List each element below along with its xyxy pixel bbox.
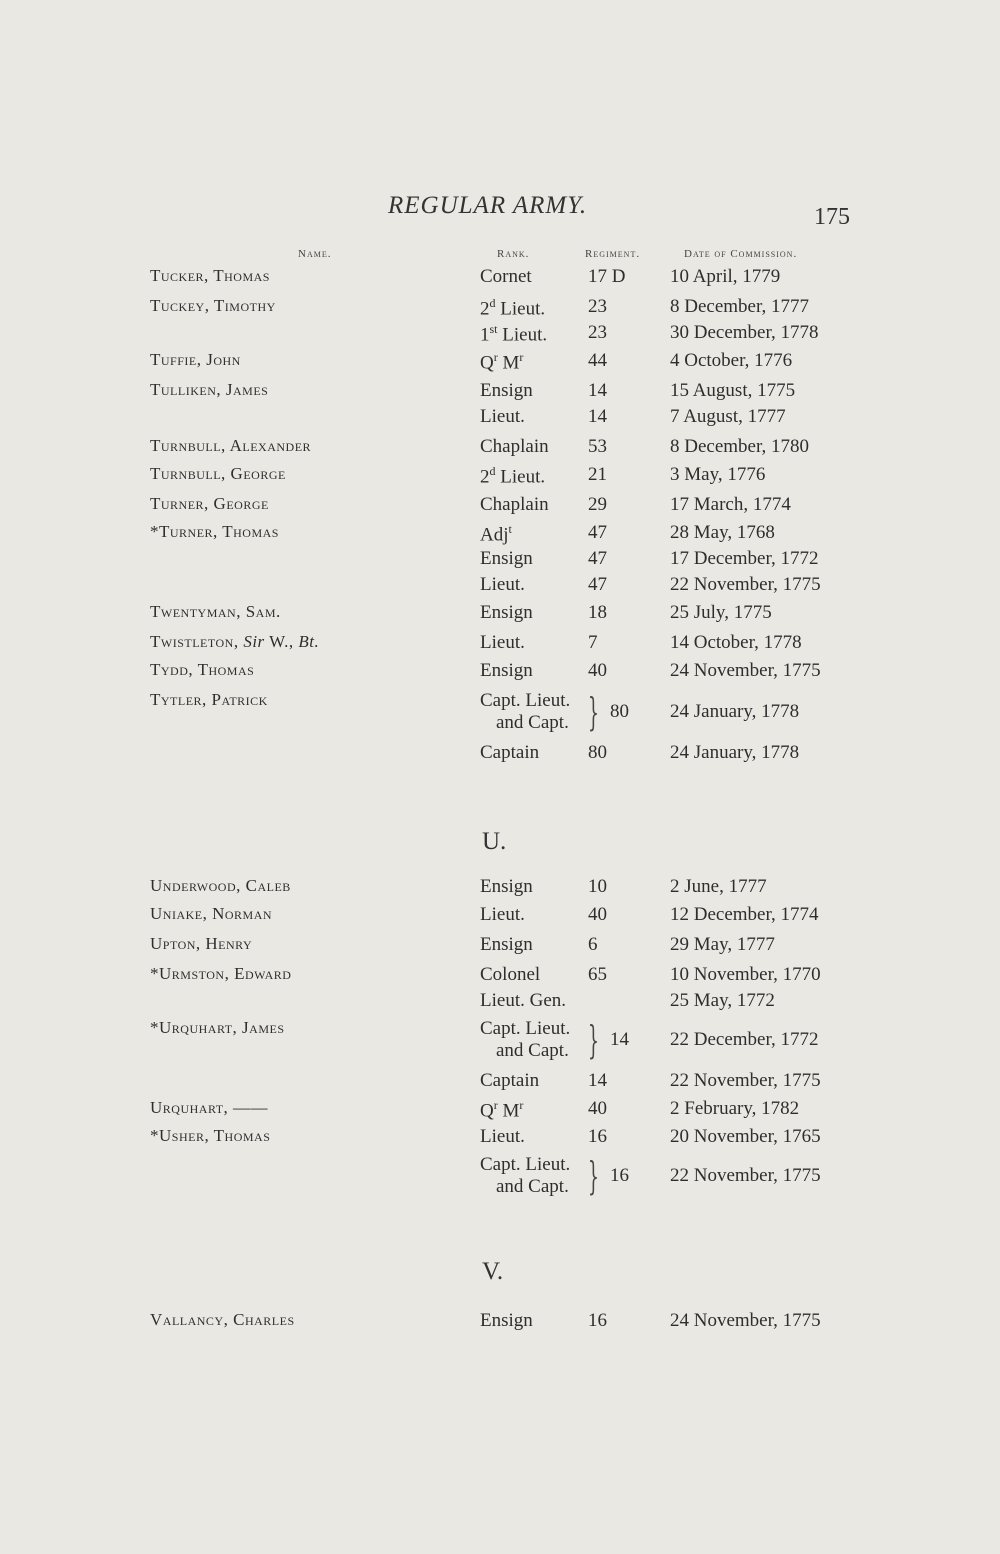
regiment: 40 xyxy=(588,1098,607,1119)
table-row xyxy=(0,990,1000,1014)
section-letter-u: U. xyxy=(482,828,507,855)
rank: Ensign xyxy=(480,876,533,897)
regiment: 14 xyxy=(610,1029,629,1050)
regiment: 80 xyxy=(610,701,629,722)
table-row xyxy=(0,632,1000,656)
regiment: 44 xyxy=(588,350,607,371)
rank: Ensign xyxy=(480,548,533,569)
regiment: 40 xyxy=(588,660,607,681)
date-of-commission: 10 November, 1770 xyxy=(670,964,821,985)
rank: Lieut. xyxy=(480,632,525,653)
table-row xyxy=(0,1310,1000,1334)
table-row xyxy=(0,1098,1000,1122)
regiment: 7 xyxy=(588,632,598,653)
date-of-commission: 22 November, 1775 xyxy=(670,1165,821,1186)
table-row xyxy=(0,464,1000,488)
date-of-commission: 17 March, 1774 xyxy=(670,494,791,515)
officer-name: Uniake, Norman xyxy=(150,904,273,923)
rank: 2$^d$ Lieut. xyxy=(480,464,546,488)
date-of-commission: 22 December, 1772 xyxy=(670,1029,819,1050)
regiment: 47 xyxy=(588,522,607,543)
regiment: 6 xyxy=(588,934,598,955)
table-row xyxy=(0,406,1000,430)
date-of-commission: 25 May, 1772 xyxy=(670,990,775,1011)
rank: Ensign xyxy=(480,934,533,955)
rank: Ensign xyxy=(480,380,533,401)
section-letter-v: V. xyxy=(482,1258,504,1285)
rank: Lieut. xyxy=(480,1126,525,1147)
table-row xyxy=(0,574,1000,598)
rank: Adj$^t$ xyxy=(480,522,512,546)
date-of-commission: 22 November, 1775 xyxy=(670,574,821,595)
table-row xyxy=(0,266,1000,290)
date-of-commission: 24 January, 1778 xyxy=(670,701,800,722)
officer-name: Tulliken, James xyxy=(150,380,269,399)
date-of-commission: 28 May, 1768 xyxy=(670,522,775,543)
officer-name: *Urmston, Edward xyxy=(150,964,292,983)
officer-name: Tytler, Patrick xyxy=(150,690,268,709)
rank: $Q^r$ $M^r$ xyxy=(480,1098,524,1122)
regiment: 14 xyxy=(588,406,607,427)
officer-name: Tuckey, Timothy xyxy=(150,296,276,315)
regiment: 47 xyxy=(588,574,607,595)
regiment: 14 xyxy=(588,380,607,401)
officer-name: Tydd, Thomas xyxy=(150,660,255,679)
officer-name: *Usher, Thomas xyxy=(150,1126,271,1145)
running-head: REGULAR ARMY. xyxy=(388,192,588,219)
officer-name: Vallancy, Charles xyxy=(150,1310,295,1329)
table-row xyxy=(0,904,1000,928)
table-row xyxy=(0,494,1000,518)
date-of-commission: 2 February, 1782 xyxy=(670,1098,800,1119)
brace-icon: } xyxy=(588,1154,599,1198)
date-of-commission: 20 November, 1765 xyxy=(670,1126,821,1147)
date-of-commission: 22 November, 1775 xyxy=(670,1070,821,1091)
table-row xyxy=(0,964,1000,988)
officer-name: Upton, Henry xyxy=(150,934,253,953)
date-of-commission: 8 December, 1780 xyxy=(670,436,810,457)
officer-name: *Turner, Thomas xyxy=(150,522,279,541)
date-of-commission: 3 May, 1776 xyxy=(670,464,766,485)
date-of-commission: 7 August, 1777 xyxy=(670,406,786,427)
officer-name: Turnbull, Alexander xyxy=(150,436,312,455)
rank: Ensign xyxy=(480,1310,533,1331)
rank: Colonel xyxy=(480,964,541,985)
date-of-commission: 24 January, 1778 xyxy=(670,742,800,763)
table-row xyxy=(0,380,1000,404)
regiment: 18 xyxy=(588,602,607,623)
rank: Chaplain xyxy=(480,436,549,457)
officer-name: Twentyman, Sam. xyxy=(150,602,281,621)
date-of-commission: 24 November, 1775 xyxy=(670,660,821,681)
officer-name: Tucker, Thomas xyxy=(150,266,270,285)
rank: Ensign xyxy=(480,660,533,681)
column-header-rank: Rank. xyxy=(497,248,530,260)
officer-name: Turner, George xyxy=(150,494,269,513)
date-of-commission: 24 November, 1775 xyxy=(670,1310,821,1331)
officer-name: Urquhart, —— xyxy=(150,1098,269,1117)
date-of-commission: 25 July, 1775 xyxy=(670,602,772,623)
table-row xyxy=(0,296,1000,320)
regiment: 53 xyxy=(588,436,607,457)
date-of-commission: 8 December, 1777 xyxy=(670,296,810,317)
table-row xyxy=(0,690,1000,738)
rank: 2$^d$ Lieut. xyxy=(480,296,546,320)
table-row xyxy=(0,934,1000,958)
rank: Chaplain xyxy=(480,494,549,515)
rank: Lieut. xyxy=(480,904,525,925)
table-row xyxy=(0,1126,1000,1150)
rank: 1st Lieut. xyxy=(480,322,548,346)
date-of-commission: 30 December, 1778 xyxy=(670,322,819,343)
table-row xyxy=(0,876,1000,900)
date-of-commission: 15 August, 1775 xyxy=(670,380,796,401)
officer-name: Tuffie, John xyxy=(150,350,241,369)
rank: Capt. Lieut. and Capt. xyxy=(480,1154,571,1197)
table-row xyxy=(0,1070,1000,1094)
table-row xyxy=(0,522,1000,546)
regiment: 16 xyxy=(588,1126,607,1147)
rank: $Q^r$ $M^r$ xyxy=(480,350,524,374)
rank: Captain xyxy=(480,1070,540,1091)
officer-name: Twistleton, Sir W., Bt. xyxy=(150,632,320,651)
rank: Cornet xyxy=(480,266,532,287)
regiment: 16 xyxy=(588,1310,607,1331)
regiment: 29 xyxy=(588,494,607,515)
table-row xyxy=(0,742,1000,766)
regiment: 47 xyxy=(588,548,607,569)
regiment: 80 xyxy=(588,742,607,763)
regiment: 23 xyxy=(588,322,607,343)
regiment: 21 xyxy=(588,464,607,485)
table-row xyxy=(0,1018,1000,1066)
date-of-commission: 12 December, 1774 xyxy=(670,904,819,925)
officer-name: Underwood, Caleb xyxy=(150,876,291,895)
rank: Lieut. xyxy=(480,574,525,595)
table-row xyxy=(0,436,1000,460)
regiment: 16 xyxy=(610,1165,629,1186)
officer-name: *Urquhart, James xyxy=(150,1018,285,1037)
table-row xyxy=(0,548,1000,572)
regiment: 14 xyxy=(588,1070,607,1091)
column-header-date: Date of Commission. xyxy=(684,248,798,260)
page-number: 175 xyxy=(814,204,850,230)
officer-name: Turnbull, George xyxy=(150,464,286,483)
regiment: 40 xyxy=(588,904,607,925)
date-of-commission: 14 October, 1778 xyxy=(670,632,802,653)
brace-icon: } xyxy=(588,690,599,734)
regiment: 17 D xyxy=(588,266,626,287)
date-of-commission: 17 December, 1772 xyxy=(670,548,819,569)
table-row xyxy=(0,660,1000,684)
rank: Capt. Lieut. and Capt. xyxy=(480,690,571,733)
rank: Capt. Lieut. and Capt. xyxy=(480,1018,571,1061)
date-of-commission: 2 June, 1777 xyxy=(670,876,767,897)
regiment: 65 xyxy=(588,964,607,985)
regiment: 23 xyxy=(588,296,607,317)
rank: Ensign xyxy=(480,602,533,623)
rank: Captain xyxy=(480,742,540,763)
table-row xyxy=(0,322,1000,346)
table-row xyxy=(0,350,1000,374)
rank: Lieut. xyxy=(480,406,525,427)
table-row xyxy=(0,602,1000,626)
brace-icon: } xyxy=(588,1018,599,1062)
table-row xyxy=(0,1154,1000,1202)
date-of-commission: 10 April, 1779 xyxy=(670,266,781,287)
column-header-name: Name. xyxy=(298,248,332,260)
column-header-regiment: Regiment. xyxy=(585,248,641,260)
date-of-commission: 4 October, 1776 xyxy=(670,350,793,371)
rank: Lieut. Gen. xyxy=(480,990,567,1011)
regiment: 10 xyxy=(588,876,607,897)
date-of-commission: 29 May, 1777 xyxy=(670,934,775,955)
